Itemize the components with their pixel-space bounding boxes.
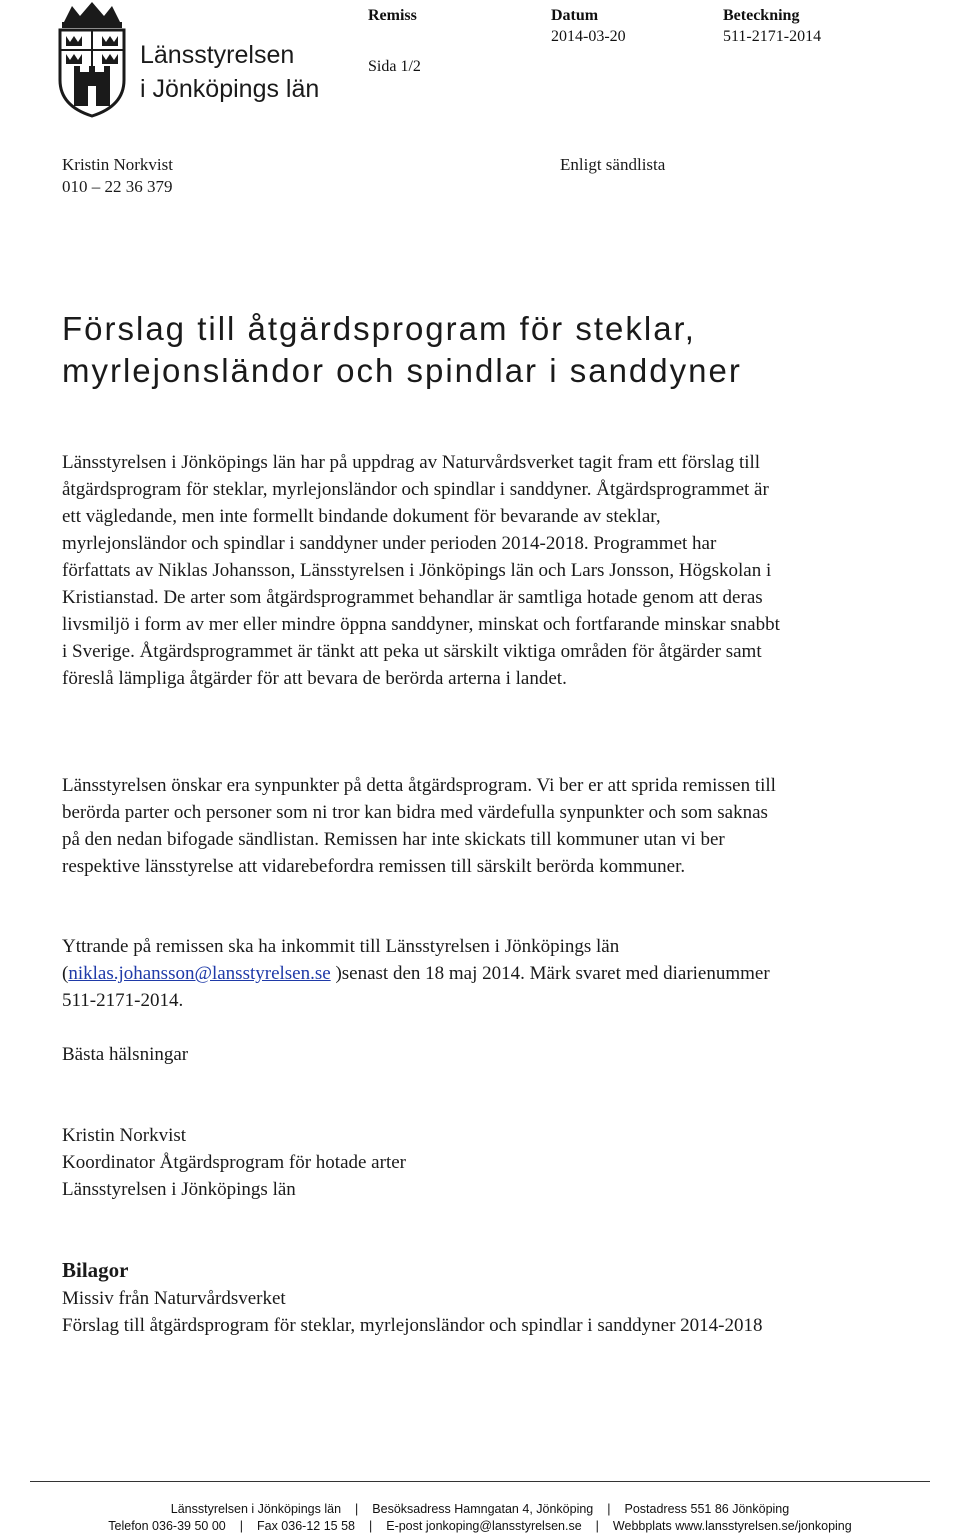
- footer-visit-address: Besöksadress Hamngatan 4, Jönköping: [372, 1502, 594, 1516]
- body-paragraph-3: [62, 933, 782, 1014]
- footer-separator: |: [607, 1502, 611, 1516]
- footer-divider: [30, 1481, 930, 1482]
- signature-block: [62, 1122, 406, 1203]
- sender-name: Kristin Norkvist: [62, 155, 173, 174]
- footer-fax: Fax 036-12 15 58: [256, 1519, 355, 1533]
- footer-website: Webbplats www.lansstyrelsen.se/jonkoping: [612, 1519, 852, 1533]
- footer-separator: |: [595, 1519, 599, 1533]
- signature-role: Koordinator Åtgärdsprogram för hotade arter: [62, 1152, 406, 1173]
- page-number: Sida 1/2: [368, 58, 421, 75]
- footer-phone: Telefon 036-39 50 00: [108, 1519, 226, 1533]
- body-paragraph-1: Länsstyrelsen i Jönköpings län har på uppdrag av Naturvårdsverket tagit fram ett förslag till åtgärdsprogram för steklar, myrlejonsländor och spindlar i sanddyner. Åtgärdsprogrammet är ett vägledande, men inte formellt bindande dokument för bevarande av steklar, myrlejonsländor och spindlar i sanddyner under perioden 2014-2018. Programmet har författats av Niklas Johansson, Länsstyrelsen i Jönköpings län och Lars Jonsson, Högskolan i Kristianstad. De arter som åtgärdsprogrammet behandlar är samtliga hotade genom att deras livsmiljö i form av mer eller mindre öppna sanddyner, minskat och fortfarande minskar snabbt i Sverige. Åtgärdsprogrammet är tänkt att peka ut särskilt viktiga områden för åtgärder samt föreslå lämpliga åtgärder för att bevara de berörda arterna i landet.: [62, 452, 780, 689]
- email-link[interactable]: niklas.johansson@lansstyrelsen.se: [68, 963, 331, 984]
- org-wordmark: [140, 38, 319, 106]
- org-wordmark-line1: Länsstyrelsen: [140, 41, 295, 69]
- footer-org: Länsstyrelsen i Jönköpings län: [170, 1502, 342, 1516]
- signature-name: Kristin Norkvist: [62, 1125, 187, 1146]
- footer-separator: |: [355, 1502, 359, 1516]
- reference-label: Beteckning: [723, 7, 800, 24]
- attachment-item: Missiv från Naturvårdsverket: [62, 1288, 286, 1309]
- footer-postal-address: Postadress 551 86 Jönköping: [624, 1502, 790, 1516]
- date-label: Datum: [551, 7, 599, 24]
- attachments-heading: Bilagor: [62, 1258, 129, 1282]
- body-paragraph-2: Länsstyrelsen önskar era synpunkter på detta åtgärdsprogram. Vi ber er att sprida remissen till berörda parter och personer som ni tror kan bidra med värdefulla synpunkter och som saknas på den nedan bifogade sändlistan. Remissen har inte skickats till kommuner utan vi ber respektive länsstyrelse att vidarebefordra remissen till särskilt berörda kommuner.: [62, 775, 776, 877]
- reference-value: 511-2171-2014: [723, 28, 822, 45]
- footer-line-2: [0, 1519, 960, 1533]
- attachments-list: [62, 1285, 782, 1339]
- document-title: Förslag till åtgärdsprogram för steklar, myrlejonsländor och spindlar i sanddyner: [62, 310, 742, 389]
- footer-separator: |: [368, 1519, 373, 1533]
- sender-block: [62, 154, 173, 198]
- signature-org: Länsstyrelsen i Jönköpings län: [62, 1179, 296, 1200]
- attachment-item: Förslag till åtgärdsprogram för steklar, myrlejonsländor och spindlar i sanddyner 2014-2018: [62, 1315, 763, 1336]
- deadline-text-start: Yttrande på remissen ska ha inkommit till Länsstyrelsen i Jönköpings län (: [62, 936, 620, 984]
- document-type-label: Remiss: [368, 7, 417, 24]
- sender-phone: 010 – 22 36 379: [62, 177, 173, 196]
- org-wordmark-line2: i Jönköpings län: [140, 75, 320, 103]
- date-value: 2014-03-20: [551, 28, 626, 45]
- footer-email: E-post jonkoping@lansstyrelsen.se: [386, 1519, 582, 1533]
- deadline-text-end: )senast den 18 maj 2014. Märk svaret med diarienummer 511-2171-2014.: [62, 963, 770, 1011]
- recipient: Enligt sändlista: [560, 155, 666, 174]
- coat-of-arms-icon: [52, 0, 132, 118]
- closing-greeting: Bästa hälsningar: [62, 1044, 189, 1065]
- footer-separator: |: [239, 1519, 243, 1533]
- footer-line-1: [0, 1502, 960, 1516]
